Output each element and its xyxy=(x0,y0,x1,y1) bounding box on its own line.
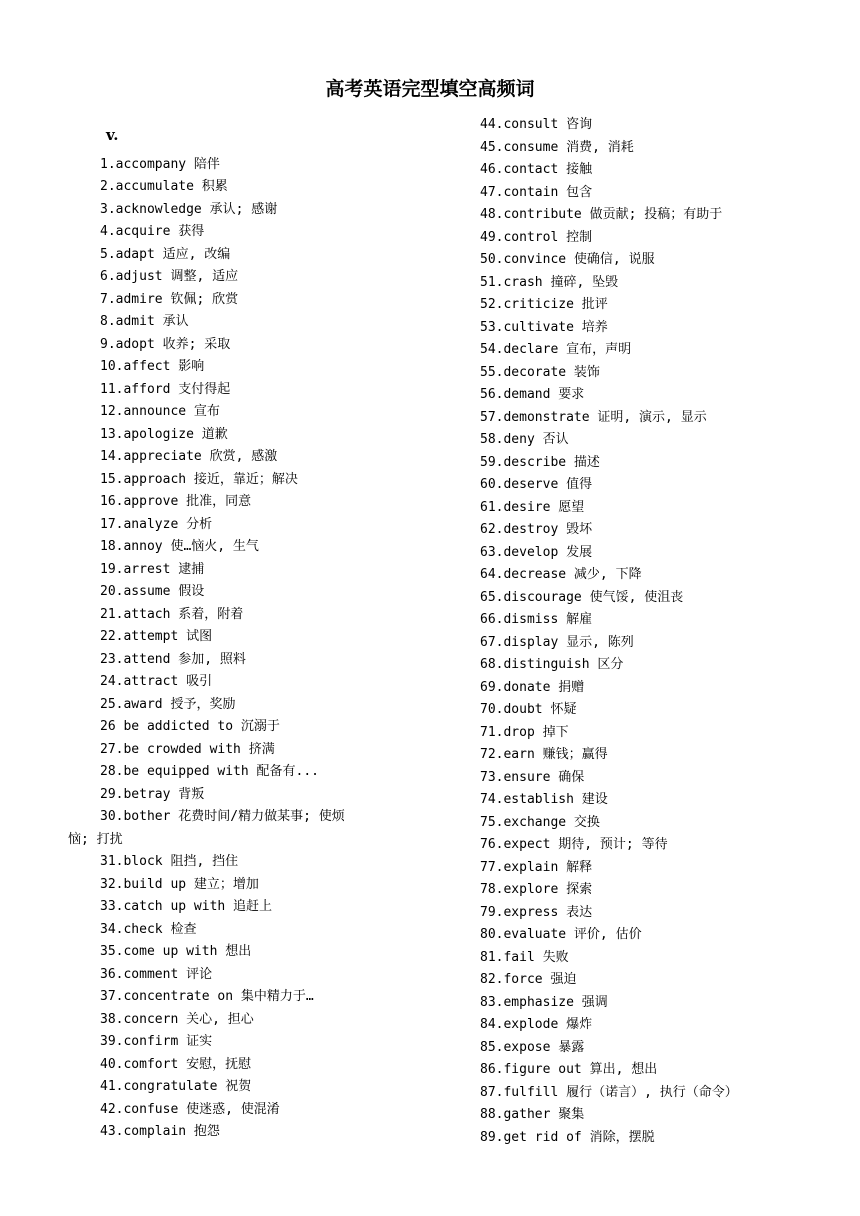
word-entry: 13.apologize 道歉 xyxy=(100,426,228,442)
word-entry: 43.complain 抱怨 xyxy=(100,1124,220,1139)
word-entry: 52.criticize 批评 xyxy=(480,297,608,312)
word-entry: 74.establish 建设 xyxy=(480,792,608,807)
word-entry: 59.describe 描述 xyxy=(480,454,600,470)
word-entry: 11.afford 支付得起 xyxy=(100,381,231,397)
word-entry: 65.discourage 使气馁, 使沮丧 xyxy=(480,589,684,605)
word-entry: 41.congratulate 祝贺 xyxy=(100,1079,252,1094)
word-entry: 40.comfort 安慰，抚慰 xyxy=(100,1056,252,1072)
word-entry: 88.gather 聚集 xyxy=(480,1107,585,1122)
left-column xyxy=(68,114,408,1144)
word-entry: 8.admit 承认 xyxy=(100,314,189,329)
word-entry: 21.attach 系着，附着 xyxy=(100,606,244,622)
word-entry: 5.adapt 适应, 改编 xyxy=(100,246,231,262)
word-entry: 73.ensure 确保 xyxy=(480,769,585,785)
word-entry-continuation: 恼; 打扰 xyxy=(68,831,123,847)
word-entry: 70.doubt 怀疑 xyxy=(480,702,577,717)
word-entry: 4.acquire 获得 xyxy=(100,224,205,239)
word-entry: 26 be addicted to 沉溺于 xyxy=(100,719,280,734)
word-entry: 14.appreciate 欣赏, 感激 xyxy=(100,449,278,464)
word-entry: 86.figure out 算出, 想出 xyxy=(480,1062,658,1077)
word-entry: 23.attend 参加, 照料 xyxy=(100,651,246,667)
document-title: 高考英语完型填空高频词 xyxy=(325,78,535,100)
word-entry: 49.control 控制 xyxy=(480,229,593,245)
word-entry: 82.force 强迫 xyxy=(480,972,577,987)
word-entry: 56.demand 要求 xyxy=(480,387,585,402)
word-entry: 75.exchange 交换 xyxy=(480,814,600,830)
word-entry: 31.block 阻挡, 挡住 xyxy=(100,854,239,869)
word-entry: 29.betray 背叛 xyxy=(100,786,205,802)
word-entry: 44.consult 咨询 xyxy=(480,117,593,132)
word-entry: 78.explore 探索 xyxy=(480,882,593,897)
word-entry: 36.comment 评论 xyxy=(100,966,213,982)
word-entry: 66.dismiss 解雇 xyxy=(480,612,593,627)
word-entry: 19.arrest 逮捕 xyxy=(100,561,205,577)
word-entry: 35.come up with 想出 xyxy=(100,944,252,959)
right-word-list xyxy=(480,114,810,1149)
word-entry: 62.destroy 毁坏 xyxy=(480,522,593,537)
word-entry: 51.crash 撞碎, 坠毁 xyxy=(480,274,619,290)
word-entry: 9.adopt 收养; 采取 xyxy=(100,336,231,352)
word-entry: 48.contribute 做贡献; 投稿；有助于 xyxy=(480,207,723,222)
word-entry: 55.decorate 装饰 xyxy=(480,364,600,380)
word-entry: 71.drop 掉下 xyxy=(480,724,569,740)
right-column xyxy=(480,114,810,1149)
word-entry: 27.be crowded with 挤满 xyxy=(100,741,275,757)
word-entry: 72.earn 赚钱；赢得 xyxy=(480,747,608,762)
word-entry: 3.acknowledge 承认; 感谢 xyxy=(100,201,278,217)
word-entry: 60.deserve 值得 xyxy=(480,477,593,492)
word-entry: 10.affect 影响 xyxy=(100,359,205,374)
word-entry: 83.emphasize 强调 xyxy=(480,994,608,1010)
word-entry: 45.consume 消费, 消耗 xyxy=(480,139,634,155)
word-entry-text: 30.bother 花费时间/精力做某事; 使烦 xyxy=(100,809,345,824)
word-entry: 69.donate 捐赠 xyxy=(480,679,585,695)
word-entry: 80.evaluate 评价, 估价 xyxy=(480,927,642,942)
word-entry: 68.distinguish 区分 xyxy=(480,657,624,672)
word-entry: 47.contain 包含 xyxy=(480,184,593,200)
word-entry: 15.approach 接近，靠近；解决 xyxy=(100,471,298,487)
word-entry: 12.announce 宣布 xyxy=(100,404,220,419)
word-entry: 39.confirm 证实 xyxy=(100,1034,213,1049)
word-entry: 1.accompany 陪伴 xyxy=(100,156,220,172)
word-entry: 50.convince 使确信, 说服 xyxy=(480,252,655,267)
word-entry: 79.express 表达 xyxy=(480,904,593,920)
word-entry: 84.explode 爆炸 xyxy=(480,1017,593,1032)
part-of-speech-label: v. xyxy=(106,126,119,144)
word-entry: 81.fail 失败 xyxy=(480,949,569,965)
word-entry: 64.decrease 减少, 下降 xyxy=(480,567,642,582)
word-entry: 76.expect 期待, 预计; 等待 xyxy=(480,837,668,852)
word-entry: 22.attempt 试图 xyxy=(100,629,213,644)
word-entry: 33.catch up with 追赶上 xyxy=(100,899,273,914)
word-entry: 77.explain 解释 xyxy=(480,859,593,875)
word-entry: 53.cultivate 培养 xyxy=(480,319,608,335)
word-entry: 17.analyze 分析 xyxy=(100,516,213,532)
word-entry: 34.check 检查 xyxy=(100,921,197,937)
word-entry: 7.admire 钦佩; 欣赏 xyxy=(100,291,239,307)
word-entry: 6.adjust 调整, 适应 xyxy=(100,269,239,284)
word-entry: 57.demonstrate 证明, 演示, 显示 xyxy=(480,409,707,425)
word-entry: 37.concentrate on 集中精力于… xyxy=(100,989,314,1004)
word-entry: 46.contact 接触 xyxy=(480,162,593,177)
word-entry: 38.concern 关心, 担心 xyxy=(100,1011,254,1027)
word-entry: 28.be equipped with 配备有... xyxy=(100,764,320,779)
word-entry: 18.annoy 使…恼火, 生气 xyxy=(100,539,259,554)
word-entry: 89.get rid of 消除，摆脱 xyxy=(480,1129,655,1145)
word-entry: 58.deny 否认 xyxy=(480,432,569,447)
word-entry: 20.assume 假设 xyxy=(100,584,205,599)
word-entry: 32.build up 建立；增加 xyxy=(100,876,259,892)
word-entry: 42.confuse 使迷惑, 使混淆 xyxy=(100,1101,280,1117)
left-word-list xyxy=(68,154,408,1144)
word-entry: 67.display 显示, 陈列 xyxy=(480,634,634,650)
word-entry: 16.approve 批准，同意 xyxy=(100,494,252,509)
word-entry: 85.expose 暴露 xyxy=(480,1039,585,1055)
word-entry xyxy=(68,806,408,851)
word-entry: 54.declare 宣布，声明 xyxy=(480,342,632,357)
word-entry: 25.award 授予，奖励 xyxy=(100,696,236,712)
word-entry: 61.desire 愿望 xyxy=(480,499,585,515)
word-entry: 2.accumulate 积累 xyxy=(100,179,228,194)
word-entry: 87.fulfill 履行（诺言）, 执行（命令） xyxy=(480,1084,738,1100)
word-entry: 24.attract 吸引 xyxy=(100,674,213,689)
word-entry: 63.develop 发展 xyxy=(480,544,593,560)
